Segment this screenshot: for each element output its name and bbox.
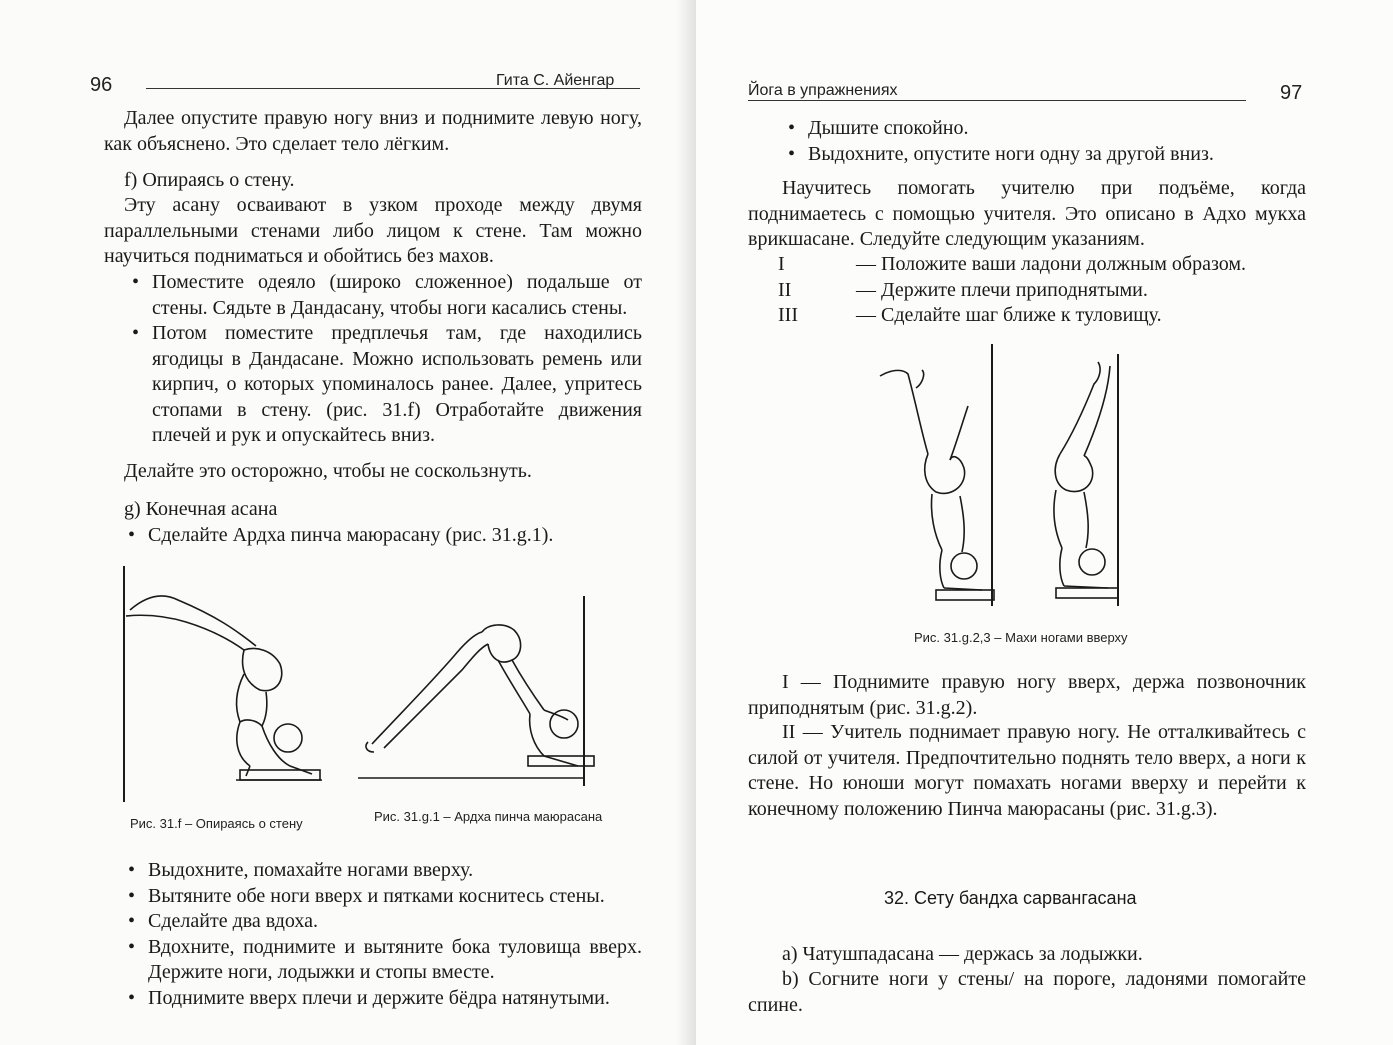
bullet-item: • Поместите одеяло (широко сложенное) подальше от стены. Сядьте в Дандасану, чтобы ноги касались стены.: [128, 270, 642, 321]
teacher-intro-text: Научитесь помогать учителю при подъёме, когда поднимаетесь с помощью учителя. Это описано в Адхо мукха врикшасане. Следуйте следующим указаниям.: [748, 177, 1306, 250]
intro-paragraph: [104, 106, 642, 157]
bullet-item: • Дышите спокойно.: [784, 116, 1300, 142]
header-rule-right: [748, 100, 1246, 101]
steps-list: [778, 252, 1298, 329]
caption-figure-31g1: Рис. 31.g.1 – Ардха пинча маюрасана: [374, 809, 603, 824]
step-text: — Положите ваши ладони должным образом.: [856, 253, 1247, 275]
item-f-text: Эту асану осваивают в узком проходе между двумя параллельными стенами либо лицом к стене. Там можно научиться подниматься и обойтись без махов.: [104, 194, 642, 267]
bullet-item: • Сделайте два вдоха.: [124, 909, 642, 935]
caution-text: Делайте это осторожно, чтобы не соскользнуть.: [124, 460, 532, 482]
bullet-item: • Сделайте Ардха пинча маюрасану (рис. 31.g.1).: [124, 523, 642, 549]
step-number: III: [778, 304, 798, 326]
step-row: [778, 278, 1298, 304]
item-g-title: g) Конечная асана: [124, 498, 278, 520]
item-a-paragraph: [748, 942, 1306, 968]
running-header-left: Гита С. Айенгар: [496, 72, 615, 89]
bullet-item: • Вытяните обе ноги вверх и пятками коснитесь стены.: [124, 884, 642, 910]
teacher-intro-paragraph: [748, 176, 1306, 253]
step-number: II: [778, 278, 792, 301]
top-bullet-list: [784, 116, 1300, 167]
bullet-item: • Вдохните, поднимите и вытяните бока туловища вверх. Держите ноги, лодыжки и стопы вместе.: [124, 935, 642, 986]
caption-figure-31f: Рис. 31.f – Опираясь о стену: [130, 816, 303, 831]
step-row: [778, 252, 1298, 278]
figure-31f-illustration: [116, 566, 346, 806]
caption-figure-31g23: Рис. 31.g.2,3 – Махи ногами вверху: [914, 630, 1128, 645]
intro-text: Далее опустите правую ногу вниз и поднимите левую ногу, как объяснено. Это сделает тело лёгким.: [104, 107, 642, 155]
page-number-right: 97: [1280, 82, 1303, 104]
item-f-bullet-list: [128, 270, 642, 449]
bottom-bullet-list: [124, 858, 642, 1011]
item-f-paragraph: [104, 193, 642, 270]
figure-31g23-illustration: [872, 344, 1132, 612]
bullet-item: • Выдохните, помахайте ногами вверху.: [124, 858, 642, 884]
step-I-text: I — Поднимите правую ногу вверх, держа позвоночник приподнятым (рис. 31.g.2).: [748, 671, 1306, 719]
item-g-bullet-list: [124, 523, 642, 549]
step-II-paragraph: [748, 720, 1306, 822]
item-a-text: a) Чатушпадасана — держась за лодыжки.: [782, 943, 1143, 965]
section-title-32: 32. Сету бандха сарвангасана: [884, 888, 1137, 908]
item-b-paragraph: [748, 967, 1306, 1018]
step-number: I: [778, 253, 785, 275]
left-page: [0, 0, 696, 1045]
page-number-left: 96: [90, 74, 113, 96]
step-text: — Сделайте шаг ближе к туловищу.: [856, 304, 1162, 326]
running-header-right: Йога в упражнениях: [748, 82, 898, 99]
step-row: [778, 303, 1298, 329]
bullet-item: • Поднимите вверх плечи и держите бёдра натянутыми.: [124, 986, 642, 1012]
step-I-paragraph: [748, 670, 1306, 721]
bullet-item: • Потом поместите предплечья там, где находились ягодицы в Дандасане. Можно использовать ремень или кирпич, о которых упоминалось ранее. Далее, упритесь стопами в стену. (рис. 31.f) Отработайте движения плечей и рук и опускайтесь вниз.: [128, 321, 642, 449]
right-page: [696, 0, 1393, 1045]
step-text: — Держите плечи приподнятыми.: [856, 278, 1148, 301]
item-b-text: b) Согните ноги у стены/ на пороге, ладонями помогайте спине.: [748, 968, 1306, 1016]
step-II-text: II — Учитель поднимает правую ногу. Не отталкивайтесь с силой от учителя. Предпочтительно поднять тело вверх, а ноги к стене. Но юноши могут помахать ногами вверху и перейти к конечному положению Пинча маюрасаны (рис. 31.g.3).: [748, 721, 1306, 820]
item-f-title: f) Опираясь о стену.: [124, 169, 295, 191]
bullet-item: • Выдохните, опустите ноги одну за другой вниз.: [784, 142, 1300, 168]
figure-31g1-illustration: [358, 596, 624, 788]
